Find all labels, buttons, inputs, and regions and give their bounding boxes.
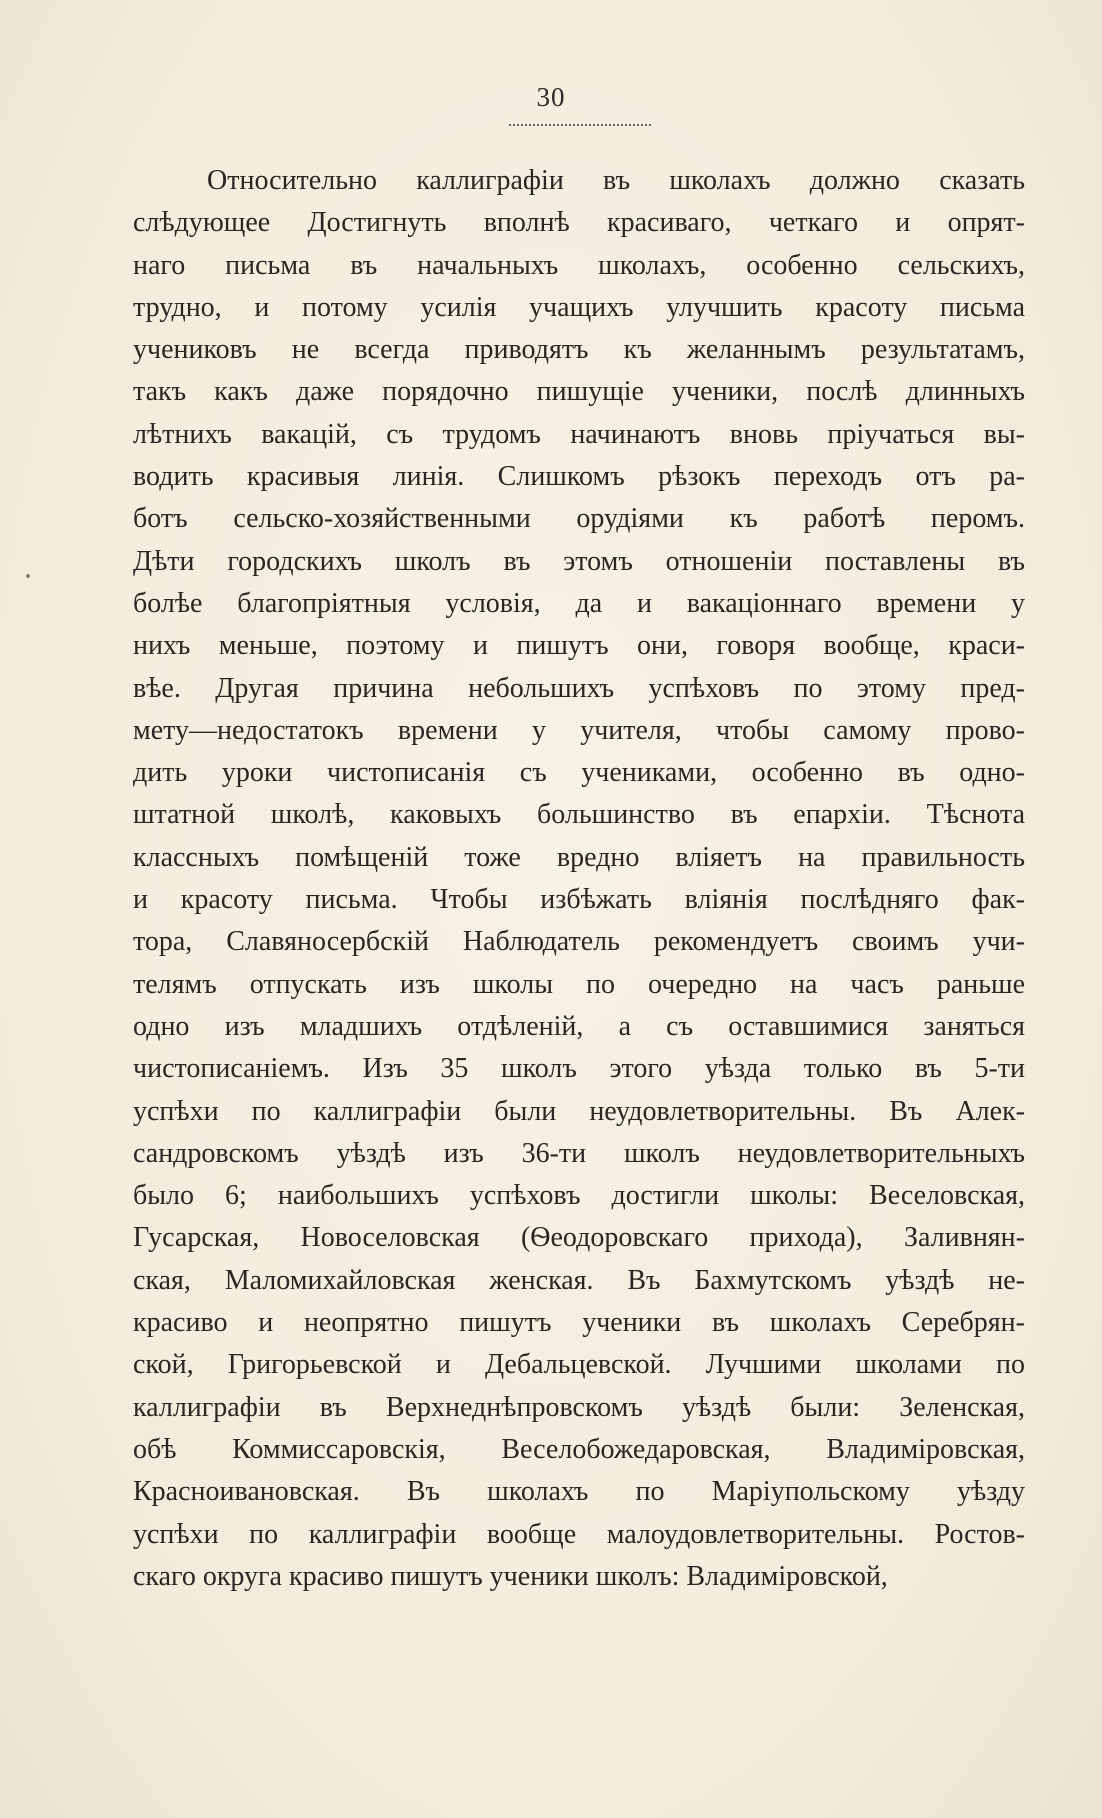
text-line: Гусарская, Новоселовская (Ѳеодоровскаго прихода), Заливнян-: [133, 1222, 1025, 1254]
text-line: классныхъ помѣщеній тоже вредно вліяетъ на правильность: [133, 841, 1025, 873]
text-line: вѣе. Другая причина небольшихъ успѣховъ по этому пред-: [133, 672, 1025, 704]
text-line: лѣтнихъ вакацій, съ трудомъ начинаютъ вновь пріучаться вы-: [133, 418, 1025, 450]
text-line: водить красивыя линія. Слишкомъ рѣзокъ переходъ отъ ра-: [133, 461, 1025, 493]
page-number: 30: [536, 82, 566, 112]
text-line: скаго округа красиво пишутъ ученики школъ: Владиміровской,: [133, 1560, 888, 1592]
text-line: Красноивановская. Въ школахъ по Маріупольскому уѣзду: [133, 1476, 1025, 1508]
text-line: и красоту письма. Чтобы избѣжать вліянія послѣдняго фак-: [133, 884, 1025, 916]
text-line: Дѣти городскихъ школъ въ этомъ отношеніи поставлены въ: [133, 545, 1025, 577]
text-line: сандровскомъ уѣздѣ изъ 36-ти школъ неудовлетворительныхъ: [133, 1137, 1025, 1169]
text-line: одно изъ младшихъ отдѣленій, а съ оставшимися заняться: [133, 1010, 1025, 1042]
text-line: Относительно каллиграфіи въ школахъ должно сказать: [207, 165, 1025, 196]
text-line: было 6; наибольшихъ успѣховъ достигли школы: Веселовская,: [133, 1180, 1025, 1212]
text-line: ской, Григорьевской и Дебальцевской. Лучшими школами по: [133, 1349, 1025, 1381]
text-line: учениковъ не всегда приводятъ къ желаннымъ результатамъ,: [133, 334, 1025, 366]
body-text: [133, 160, 1025, 1598]
text-line: слѣдующее Достигнуть вполнѣ красиваго, четкаго и опрят-: [133, 207, 1025, 239]
text-line: каллиграфіи въ Верхнеднѣпровскомъ уѣздѣ были: Зеленская,: [133, 1391, 1025, 1423]
text-line: ская, Маломихайловская женская. Въ Бахмутскомъ уѣздѣ не-: [133, 1264, 1025, 1296]
paper-speck: [26, 574, 30, 578]
text-line: нихъ меньше, поэтому и пишутъ они, говоря вообще, краси-: [133, 630, 1025, 662]
text-line: наго письма въ начальныхъ школахъ, особенно сельскихъ,: [133, 249, 1025, 281]
text-line: мету—недостатокъ времени у учителя, чтобы самому прово-: [133, 714, 1025, 746]
text-line: трудно, и потому усилія учащихъ улучшить красоту письма: [133, 291, 1025, 323]
text-line: дить уроки чистописанія съ учениками, особенно въ одно-: [133, 757, 1025, 789]
text-line: чистописаніемъ. Изъ 35 школъ этого уѣзда только въ 5-ти: [133, 1053, 1025, 1085]
text-line: ботъ сельско-хозяйственными орудіями къ работѣ перомъ.: [133, 503, 1025, 535]
text-line: успѣхи по каллиграфіи вообще малоудовлетворительны. Ростов-: [133, 1518, 1025, 1550]
text-line: телямъ отпускать изъ школы по очередно на часъ раньше: [133, 968, 1025, 1000]
text-line: успѣхи по каллиграфіи были неудовлетворительны. Въ Алек-: [133, 1095, 1025, 1127]
text-line: болѣе благопріятныя условія, да и вакаціоннаго времени у: [133, 587, 1025, 619]
text-line: такъ какъ даже порядочно пишущіе ученики, послѣ длинныхъ: [133, 376, 1025, 408]
text-line: тора, Славяносербскій Наблюдатель рекомендуетъ своимъ учи-: [133, 926, 1025, 958]
page-number-rule: [509, 124, 651, 126]
text-line: обѣ Коммиссаровскія, Веселобожедаровская, Владиміровская,: [133, 1433, 1025, 1465]
text-line: красиво и неопрятно пишутъ ученики въ школахъ Серебрян-: [133, 1307, 1025, 1339]
text-line: штатной школѣ, каковыхъ большинство въ епархіи. Тѣснота: [133, 799, 1025, 831]
